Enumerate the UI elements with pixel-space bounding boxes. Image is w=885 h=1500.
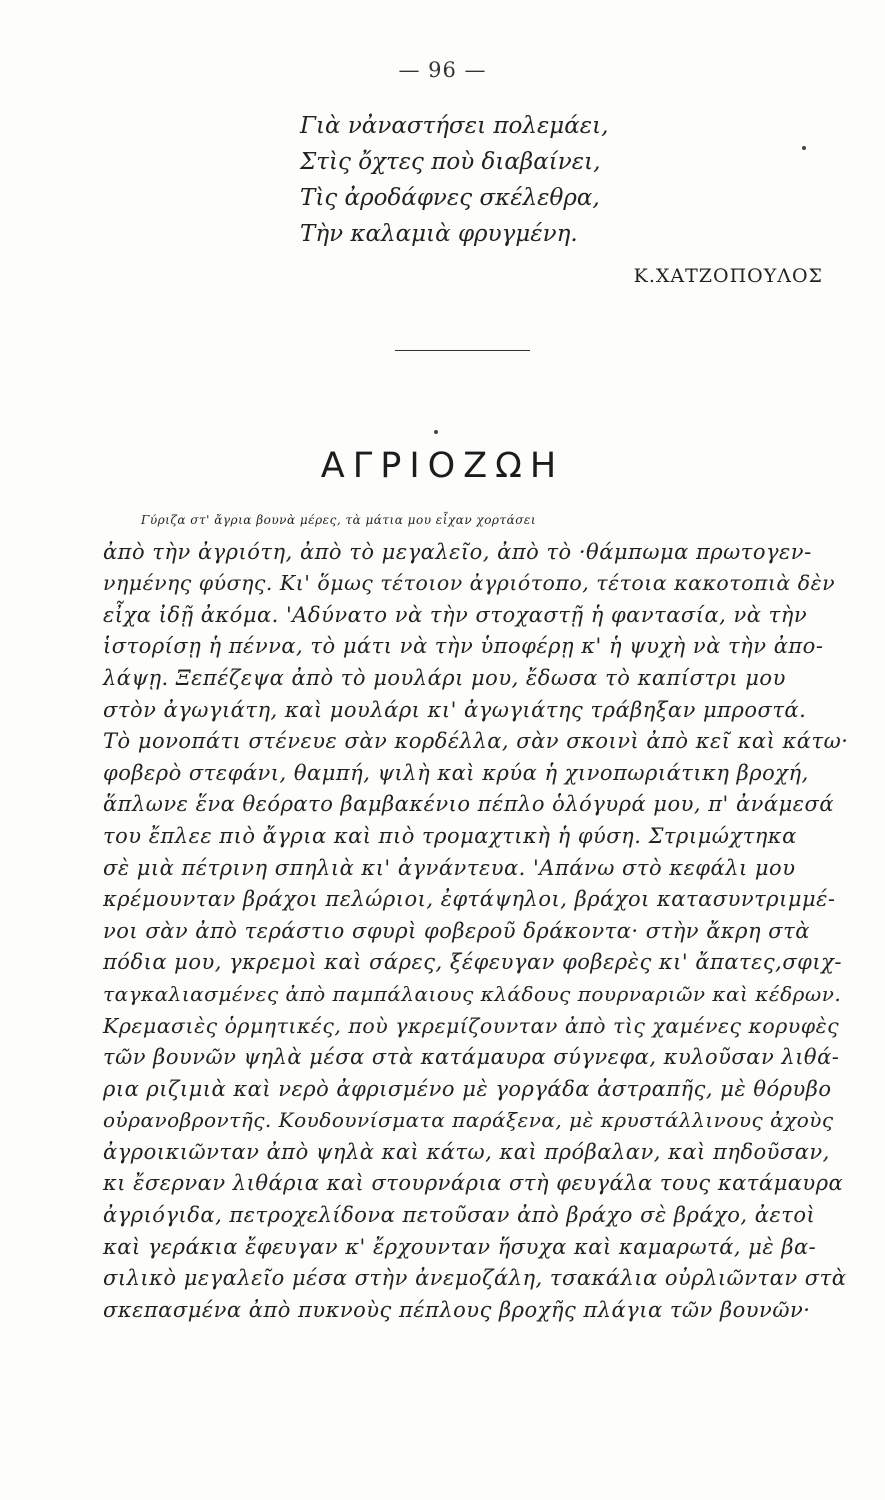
body-line: Κρεμασιὲς ὁρμητικές, ποὺ γκρεμίζουνταν ἀπὸ τὶς χαμένες κορυφὲς — [103, 1013, 840, 1038]
poem-line: Τὴν καλαμιὰ φρυγμένη. — [300, 221, 578, 247]
body-line: κι ἔσερναν λιθάρια καὶ στουρνάρια στὴ φευγάλα τους κατάμαυρα — [103, 1171, 844, 1196]
body-line: πόδια μου, γκρεμοὶ καὶ σάρες, ξέφευγαν φοβερὲς κι' ἄπατες,σφιχ- — [103, 950, 842, 975]
print-speck — [434, 430, 438, 434]
poem-stanza — [300, 108, 720, 252]
body-line: φοβερὸ στεφάνι, θαμπή, ψιλὴ καὶ κρύα ἡ χινοπωριάτικη βροχή, — [103, 760, 809, 785]
body-line: ἱστορίσῃ ἡ πέννα, τὸ μάτι νὰ τὴν ὑποφέρῃ κ' ἡ ψυχὴ νὰ τὴν ἀπο- — [103, 634, 824, 659]
poem-line: Τὶς ἀροδάφνες σκέλεθρα, — [300, 185, 600, 211]
body-line: ἀγροικιῶνταν ἀπὸ ψηλὰ καὶ κάτω, καὶ πρόβαλαν, καὶ πηδοῦσαν, — [103, 1139, 830, 1164]
body-line: ἀγριόγιδα, πετροχελίδονα πετοῦσαν ἀπὸ βράχο σὲ βράχο, ἀετοὶ — [103, 1203, 816, 1228]
body-line: σιλικὸ μεγαλεῖο μέσα στὴν ἀνεμοζάλη, τσακάλια οὐρλιῶνταν στὰ — [103, 1266, 847, 1291]
body-line: λάψῃ. Ξεπέζεψα ἀπὸ τὸ μουλάρι μου, ἔδωσα τὸ καπίστρι μου — [103, 665, 786, 690]
article-body — [103, 505, 848, 1326]
body-line: σὲ μιὰ πέτρινη σπηλιὰ κι' ἀγνάντευα. 'Απάνω στὸ κεφάλι μου — [103, 855, 796, 880]
body-line: οὐρανοβροντῆς. Κουδουνίσματα παράξενα, μὲ κρυστάλλινους ἀχοὺς — [103, 1108, 834, 1133]
body-line: εἶχα ἰδῇ ἀκόμα. 'Αδύνατο νὰ τὴν στοχαστῇ ἡ φαντασία, νὰ τὴν — [103, 602, 808, 627]
body-line: τῶν βουνῶν ψηλὰ μέσα στὰ κατάμαυρα σύγνεφα, κυλοῦσαν λιθά- — [103, 1045, 840, 1070]
poem-line: Γιὰ νἀναστήσει πολεμάει, — [300, 113, 609, 139]
body-line: σκεπασμένα ἀπὸ πυκνοὺς πέπλους βροχῆς πλάγια τῶν βουνῶν· — [103, 1297, 811, 1322]
body-line: Γύριζα στ' ἄγρια βουνὰ μέρες, τὰ μάτια μου εἶχαν χορτάσει — [141, 513, 537, 527]
body-line: ταγκαλιασμένες ἀπὸ παμπάλαιους κλάδους πουρναριῶν καὶ κέδρων. — [103, 981, 842, 1006]
body-line: νοι σὰν ἀπὸ τεράστιο σφυρὶ φοβεροῦ δράκοντα· στὴν ἄκρη στὰ — [103, 918, 810, 943]
body-line: του ἔπλεε πιὸ ἄγρια καὶ πιὸ τρομαχτικὴ ἡ φύση. Στριμώχτηκα — [103, 823, 797, 848]
article-title: ΑΓΡΙΟΖΩΗ — [320, 446, 565, 486]
body-line: στὸν ἀγωγιάτη, καὶ μουλάρι κι' ἀγωγιάτης τράβηξαν μπροστά. — [103, 697, 807, 722]
body-line: ἀπὸ τὴν ἀγριότη, ἀπὸ τὸ μεγαλεῖο, ἀπὸ τὸ ·θάμπωμα πρωτογεν- — [103, 539, 812, 564]
body-line: ἅπλωνε ἕνα θεόρατο βαμβακένιο πέπλο ὁλόγυρά μου, π' ἀνάμεσά — [103, 792, 835, 817]
page-number: — 96 — — [398, 58, 487, 82]
body-line: ρια ριζιμιὰ καὶ νερὸ ἀφρισμένο μὲ γοργάδα ἀστραπῆς, μὲ θόρυβο — [103, 1076, 832, 1101]
section-divider — [395, 350, 530, 351]
body-line: Τὸ μονοπάτι στένευε σὰν κορδέλλα, σὰν σκοινὶ ἀπὸ κεῖ καὶ κάτω· — [103, 729, 849, 754]
poem-author-signature: Κ.ΧΑΤΖΟΠΟΥΛΟΣ — [633, 265, 823, 287]
print-speck — [802, 146, 806, 150]
body-line: κρέμουνταν βράχοι πελώριοι, ἐφτάψηλοι, βράχοι κατασυντριμμέ- — [103, 887, 836, 912]
poem-line: Στὶς ὄχτες ποὺ διαβαίνει, — [300, 149, 601, 175]
body-line: καὶ γεράκια ἔφευγαν κ' ἔρχουνταν ἥσυχα καὶ καμαρωτά, μὲ βα- — [103, 1234, 817, 1259]
body-line: νημένης φύσης. Κι' ὅμως τέτοιον ἀγριότοπο, τέτοια κακοτοπιὰ δὲν — [103, 571, 836, 596]
